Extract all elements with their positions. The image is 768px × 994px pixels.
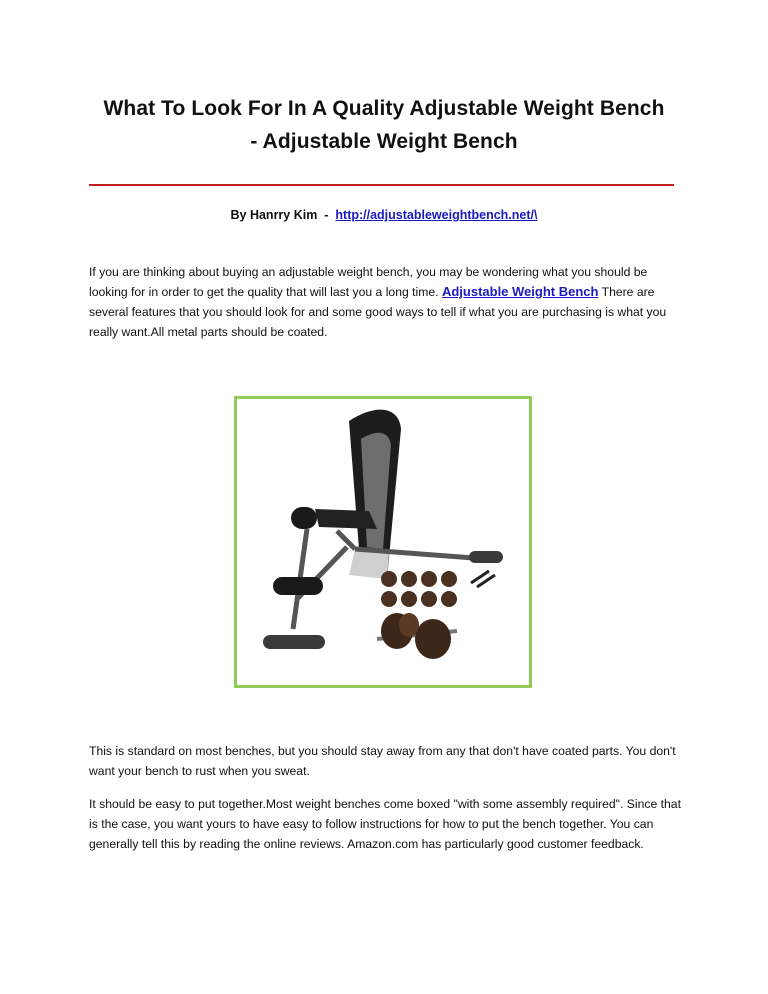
paragraph-coated-parts: This is standard on most benches, but you should stay away from any that don't have coated parts. You don't want your bench to rust when you sweat. xyxy=(89,744,676,778)
weight-bench-illustration xyxy=(237,399,529,685)
bench-image-frame xyxy=(234,396,532,688)
intro-text-before-link: If you are thinking about buying an adjustable weight bench, you may be wondering what you should be looking for in order to get the quality that will last you a long time. xyxy=(89,265,648,299)
title-line-1: What To Look For In A Quality Adjustable Weight Bench xyxy=(103,97,665,120)
site-link[interactable]: http://adjustableweightbench.net/\ xyxy=(335,208,538,222)
intro-text-after-link: There are several features that you should look for and some good ways to tell if what you are purchasing is what you really want.All metal parts should be coated. xyxy=(89,285,667,339)
weight-plates xyxy=(381,571,457,607)
dumbbells xyxy=(377,613,457,659)
byline xyxy=(0,208,768,222)
paragraph-assembly: It should be easy to put together.Most weight benches come boxed "with some assembly required". Since that is the case, you want yours to have easy to follow instructions for how to put the bench together. You can generally tell this by reading the online reviews. Amazon.com has particularly good customer feedback. xyxy=(89,797,681,851)
author-text: By Hanrry Kim - xyxy=(230,208,336,222)
spare-bars xyxy=(471,571,495,587)
page-title xyxy=(70,92,698,158)
bench-seat xyxy=(315,509,377,529)
title-divider xyxy=(89,184,674,186)
leg-roller-low xyxy=(273,577,323,595)
title-line-2: - Adjustable Weight Bench xyxy=(250,130,518,153)
leg-roller-top xyxy=(291,507,317,529)
adjustable-weight-bench-link[interactable]: Adjustable Weight Bench xyxy=(441,284,599,299)
paragraph-intro xyxy=(89,262,689,342)
rear-foot xyxy=(469,551,503,563)
foot-bar xyxy=(263,635,325,649)
